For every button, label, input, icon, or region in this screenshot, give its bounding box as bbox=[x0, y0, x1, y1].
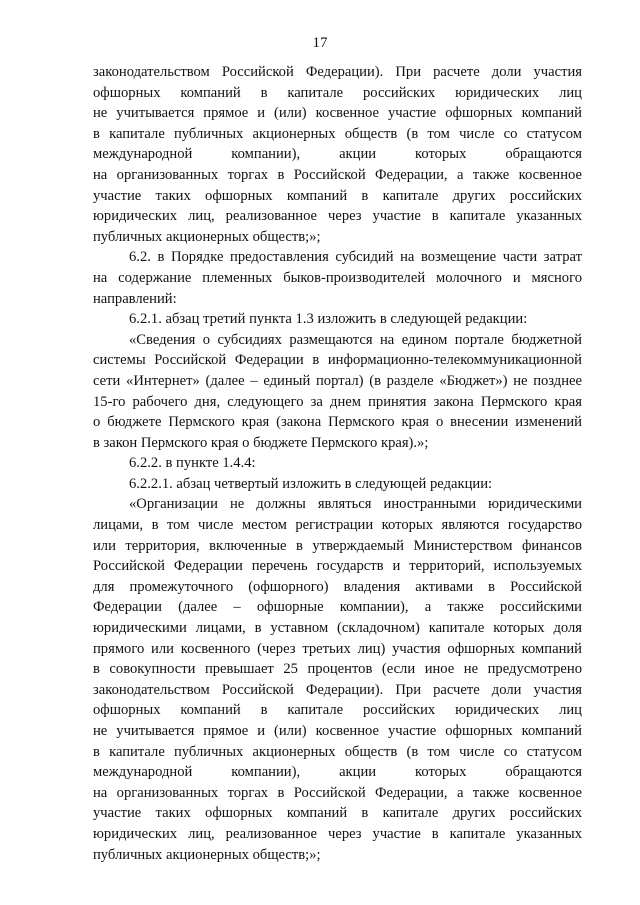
text-line: о бюджете Пермского края (закона Пермского края о внесении изменений bbox=[93, 414, 582, 431]
text-line: юридическими лицами, в уставном (складочном) капитале которых доля bbox=[93, 620, 582, 637]
text-line: «Сведения о субсидиях размещаются на едином портале бюджетной bbox=[129, 331, 582, 348]
text-line: системы Российской Федерации в информационно-телекоммуникационной bbox=[93, 352, 582, 369]
text-line: на организованных торгах в Российской Федерации, а также косвенное bbox=[93, 166, 582, 183]
text-line: публичных акционерных обществ;»; bbox=[93, 846, 321, 863]
text-line: в закон Пермского края о бюджете Пермского края).»; bbox=[93, 434, 429, 451]
text-line: на организованных торгах в Российской Федерации, а также косвенное bbox=[93, 784, 582, 801]
text-line: офшорных компаний в капитале российских юридических лиц bbox=[93, 84, 582, 101]
text-line: 6.2.2. в пункте 1.4.4: bbox=[129, 455, 256, 472]
document-body bbox=[93, 62, 582, 865]
text-line: направлений: bbox=[93, 290, 177, 307]
text-line: 6.2.2.1. абзац четвертый изложить в следующей редакции: bbox=[129, 475, 493, 492]
text-line: для промежуточного (офшорного) владения активами в Российской bbox=[93, 578, 582, 595]
text-line: лицами, в том числе местом регистрации которых являются государство bbox=[93, 517, 582, 534]
text-line: 15-го рабочего дня, следующего за днем принятия закона Пермского края bbox=[93, 393, 582, 410]
text-line: в капитале публичных акционерных обществ (в том числе со статусом bbox=[93, 743, 582, 760]
text-line: или территория, включенные в утверждаемый Министерством финансов bbox=[93, 537, 582, 554]
text-line: юридических лиц, реализованное через участие в капитале указанных bbox=[93, 825, 582, 842]
text-line: международной компании), акции которых обращаются bbox=[93, 146, 582, 163]
text-line: юридических лиц, реализованное через участие в капитале указанных bbox=[93, 208, 582, 225]
text-line: в капитале публичных акционерных обществ (в том числе со статусом bbox=[93, 125, 582, 142]
text-line: публичных акционерных обществ;»; bbox=[93, 228, 321, 245]
text-line: Российской Федерации перечень государств и территорий, используемых bbox=[93, 558, 582, 575]
text-line: участие таких офшорных компаний в капитале других российских bbox=[93, 187, 582, 204]
text-line: 6.2.1. абзац третий пункта 1.3 изложить в следующей редакции: bbox=[129, 311, 528, 328]
text-line: сети «Интернет» (далее – единый портал) (в разделе «Бюджет») не позднее bbox=[93, 372, 582, 389]
text-line: прямого или косвенного (через третьих лиц) участия офшорных компаний bbox=[93, 640, 582, 657]
text-line: не учитывается прямое и (или) косвенное участие офшорных компаний bbox=[93, 105, 582, 122]
text-line: офшорных компаний в капитале российских юридических лиц bbox=[93, 702, 582, 719]
text-line: «Организации не должны являться иностранными юридическими bbox=[129, 496, 582, 513]
text-line: международной компании), акции которых обращаются bbox=[93, 764, 582, 781]
text-line: законодательством Российской Федерации). При расчете доли участия bbox=[93, 64, 582, 80]
text-line: на содержание племенных быков-производителей молочного и мясного bbox=[93, 269, 582, 286]
page-number: 17 bbox=[312, 35, 328, 51]
text-line: участие таких офшорных компаний в капитале других российских bbox=[93, 805, 582, 822]
text-line: в совокупности превышает 25 процентов (если иное не предусмотрено bbox=[93, 661, 582, 678]
text-line: 6.2. в Порядке предоставления субсидий на возмещение части затрат bbox=[129, 249, 582, 266]
text-line: законодательством Российской Федерации). При расчете доли участия bbox=[93, 681, 582, 698]
text-line: не учитывается прямое и (или) косвенное участие офшорных компаний bbox=[93, 723, 582, 739]
text-line: Федерации (далее – офшорные компании), а также российскими bbox=[93, 599, 582, 616]
